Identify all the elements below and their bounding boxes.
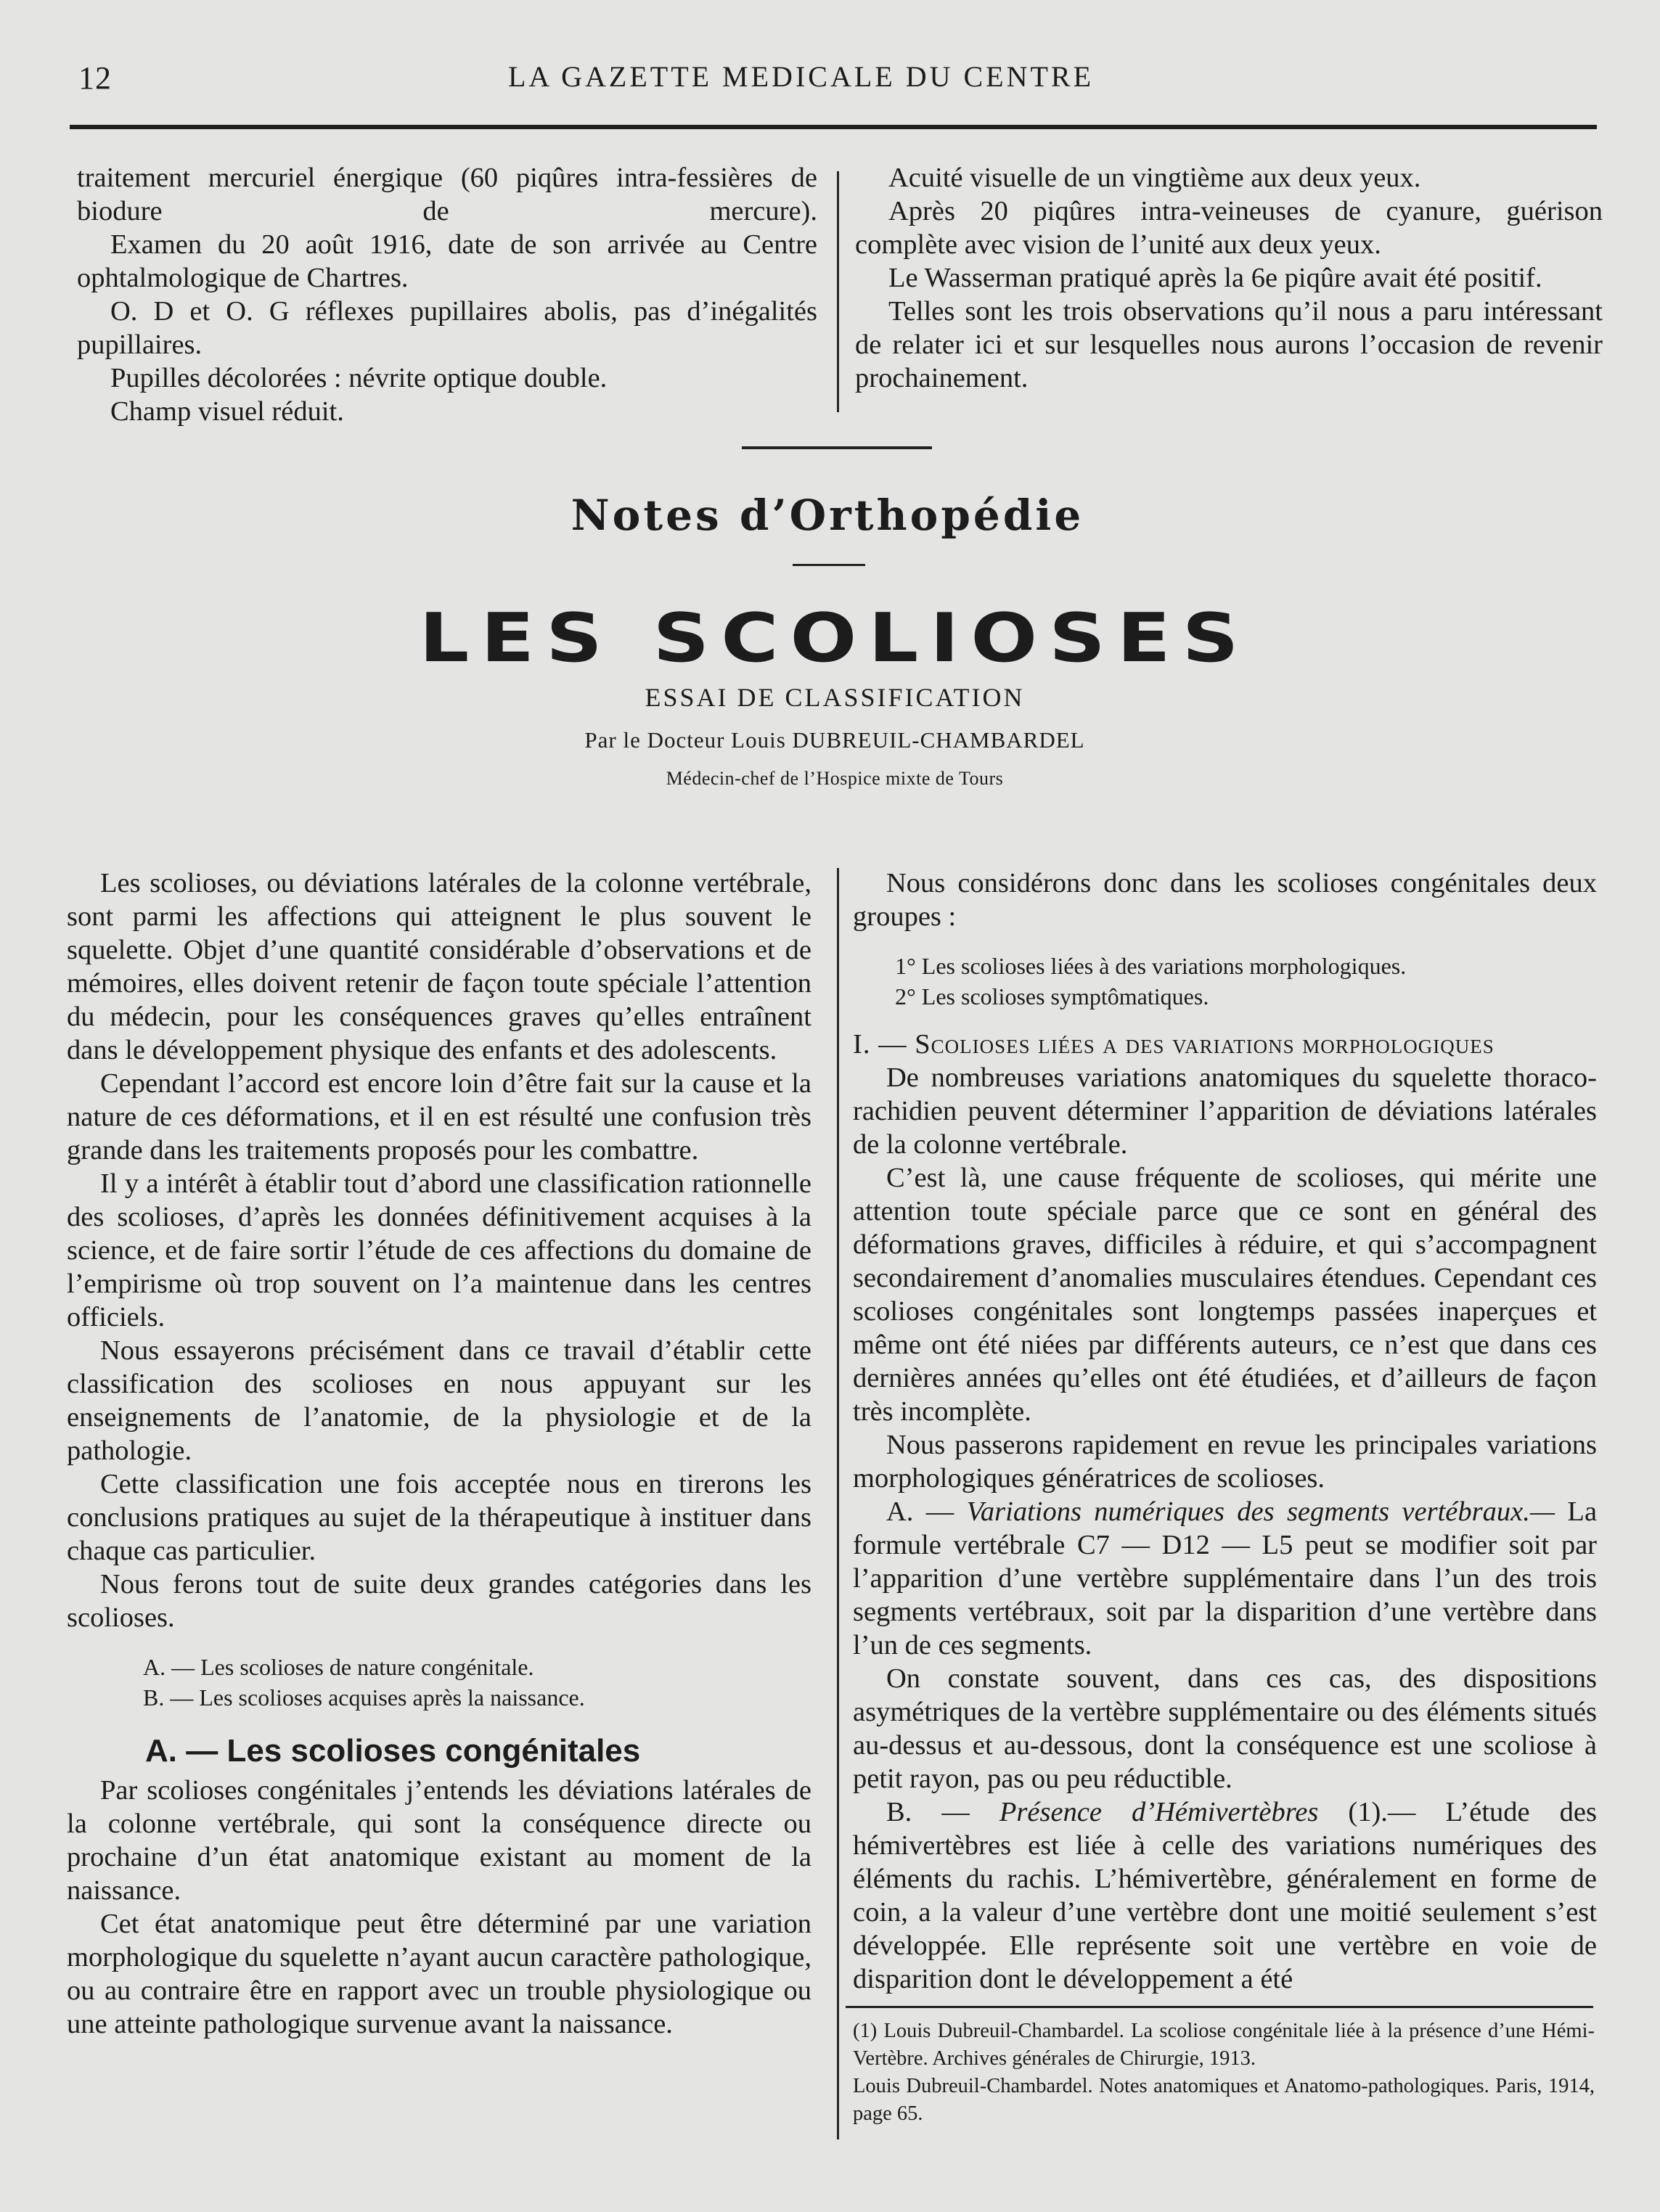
subsection-heading: A. — Les scolioses congénitales [145, 1733, 641, 1769]
list-item: A. — Les scolioses de nature congénitale. [143, 1654, 534, 1680]
paragraph: Telles sont les trois observations qu’il nous a paru intéressant de relater ici et sur lesquelles nous aurons l’occasion de revenir prochainement. [855, 296, 1603, 393]
footnote-rule [846, 2006, 1593, 2008]
list-item: B. — Les scolioses acquises après la naissance. [143, 1684, 585, 1711]
paragraph: traitement mercuriel énergique (60 piqûres intra-fessières de biodure de mercure). [77, 163, 817, 226]
paragraph-text: La formule vertébrale C7 — D12 — L5 peut se modifier soit par l’apparition d’une vertèbre supplémentaire dans l’un des trois segments vertébraux, soit par la disparition d’une vertèbre dans l’un de ces segments. [853, 1496, 1598, 1660]
paragraph: Après 20 piqûres intra-veineuses de cyanure, guérison complète avec vision de l’unité aux deux yeux. [855, 196, 1603, 260]
section-separator [742, 446, 932, 449]
paragraph: C’est là, une cause fréquente de scolioses, qui mérite une attention toute spéciale parce que ce sont en général des déformations graves, difficiles à réduire, et qui s’accompagnent secondairement d’anomalies musculaires étendues. Cependant ces scolioses congénitales sont longtemps passées inaperçues et même ont été niées par différents auteurs, ce n’est que dans ces dernières années qu’elles ont été étudiées, et d’ailleurs de façon très incomplète. [853, 1163, 1597, 1427]
article-subtitle: ESSAI DE CLASSIFICATION [645, 683, 1025, 712]
byline: Par le Docteur Louis DUBREUIL-CHAMBARDEL [584, 727, 1085, 753]
footnote-reference: (1).— [1348, 1797, 1416, 1827]
paragraph: On constate souvent, dans ces cas, des dispositions asymétriques de la vertèbre supplémentaire ou des éléments situés au-dessus et au-dessous, dont la conséquence est une scoliose à petit rayon, pas ou peu réductible. [853, 1663, 1597, 1794]
paragraph: Les scolioses, ou déviations latérales de la colonne vertébrale, sont parmi les affections qui atteignent le plus souvent le squelette. Objet d’une quantité considérable d’observations et de mémoires, elles doivent retenir de façon toute spéciale l’attention du médecin, pour les conséquences graves qu’elles entraînent dans le développement physique des enfants et des adolescents. [67, 868, 811, 1065]
paragraph: Cet état anatomique peut être déterminé par une variation morphologique du squelette n’ayant aucun caractère pathologique, ou au contraire être en rapport avec un trouble physiologique ou une atteinte pathologique survenue avant la naissance. [67, 1909, 811, 2039]
paragraph [853, 1495, 1597, 1662]
paragraph: Nous considérons donc dans les scolioses congénitales deux groupes : [853, 868, 1597, 932]
previous-article-right-column [855, 161, 1603, 395]
category-list [67, 1652, 811, 1713]
footnote: Louis Dubreuil-Chambardel. Notes anatomiques et Anatomo-pathologiques. Paris, 1914, page 65. [853, 2075, 1595, 2125]
column-divider [837, 868, 839, 2139]
paragraph-marker: B. — [886, 1797, 970, 1827]
header-rule [70, 125, 1597, 129]
paragraph: O. D et O. G réflexes pupillaires abolis, pas d’inégalités pupillaires. [77, 296, 817, 360]
list-item: 1° Les scolioses liées à des variations morphologiques. [895, 953, 1407, 979]
paragraph: Nous passerons rapidement en revue les principales variations morphologiques génératrices de scolioses. [853, 1430, 1597, 1494]
footnote: (1) Louis Dubreuil-Chambardel. La scoliose congénitale liée à la présence d’une Hémi-Vertèbre. Archives générales de Chirurgie, 1913. [853, 2020, 1595, 2070]
running-title: LA GAZETTE MEDICALE DU CENTRE [508, 60, 1095, 93]
paragraph: De nombreuses variations anatomiques du squelette thoraco-rachidien peuvent déterminer l’apparition de déviations latérales de la colonne vertébrale. [853, 1062, 1597, 1160]
article-title: LES SCOLIOSES [419, 599, 1251, 678]
author-affiliation: Médecin-chef de l’Hospice mixte de Tours [666, 768, 1004, 789]
paragraph: Nous essayerons précisément dans ce travail d’établir cette classification des scolioses en nous appuyant sur les enseignements de l’anatomie, de la physiologie et de la pathologie. [67, 1335, 811, 1466]
italic-heading: Présence d’Hémivertèbres [999, 1797, 1319, 1827]
paragraph-marker: A. — [886, 1496, 954, 1527]
footnotes [853, 2018, 1595, 2128]
title-rule [793, 564, 865, 566]
paragraph: Le Wasserman pratiqué après la 6e piqûre avait été positif. [888, 263, 1542, 293]
article-right-column [853, 867, 1597, 1996]
paragraph: Acuité visuelle de un vingtième aux deux yeux. [888, 163, 1421, 193]
page-number: 12 [78, 60, 112, 96]
paragraph: Cette classification une fois acceptée nous en tirerons les conclusions pratiques au sujet de la thérapeutique à instituer dans chaque cas particulier. [67, 1469, 811, 1566]
paragraph: Nous ferons tout de suite deux grandes catégories dans les scolioses. [67, 1569, 811, 1633]
paragraph: Examen du 20 août 1916, date de son arrivée au Centre ophtalmologique de Chartres. [77, 229, 817, 293]
paragraph-text: L’étude des hémivertèbres est liée à celle des variations numériques des éléments du rachis. L’hémivertèbre, généralement en forme de coin, a la valeur d’une vertèbre dont une moitié seulement s’est développée. Elle représente soit une vertèbre en voie de disparition dont le développement a été [853, 1797, 1597, 1994]
group-list [853, 951, 1597, 1012]
paragraph: Champ visuel réduit. [110, 396, 344, 427]
section-heading: Notes d’Orthopédie [571, 491, 1084, 540]
italic-heading: Variations numériques des segments vertébraux.— [966, 1496, 1555, 1527]
column-divider [837, 171, 839, 412]
paragraph [853, 1795, 1597, 1996]
list-item: 2° Les scolioses symptômatiques. [895, 983, 1209, 1009]
section-heading: I. — Scolioses liées a des variations morphologiques [853, 1029, 1495, 1060]
paragraph: Pupilles décolorées : névrite optique double. [110, 363, 608, 393]
paragraph: Il y a intérêt à établir tout d’abord une classification rationnelle des scolioses, d’après les données définitivement acquises à la science, et de faire sortir l’étude de ces affections du domaine de l’empirisme où trop souvent on l’a maintenue dans les centres officiels. [67, 1168, 811, 1332]
paragraph: Cependant l’accord est encore loin d’être fait sur la cause et la nature de ces déformations, et il en est résulté une confusion très grande dans les traitements proposés pour les combattre. [67, 1068, 811, 1166]
paragraph: Par scolioses congénitales j’entends les déviations latérales de la colonne vertébrale, qui sont la conséquence directe ou prochaine d’un état anatomique existant au moment de la naissance. [67, 1775, 811, 1906]
previous-article-left-column [77, 161, 817, 428]
article-left-column [67, 867, 811, 2041]
